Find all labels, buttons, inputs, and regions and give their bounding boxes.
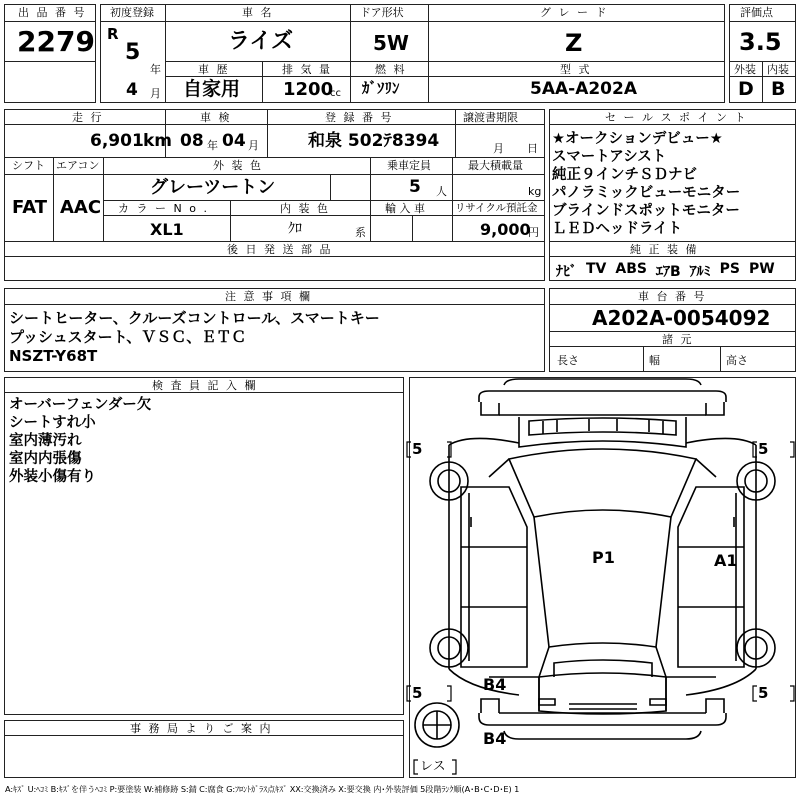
recycle-deposit: 9,000 — [480, 220, 531, 239]
notes-line: シートヒーター、クルーズコントロール、スマートキー — [9, 309, 380, 327]
car-name: ライズ — [228, 29, 294, 54]
inspector-line: 室内内張傷 — [9, 451, 82, 467]
reg-month: 4 — [126, 80, 138, 100]
sales-point-item: ★オークションデビュー★ — [552, 131, 723, 147]
tread-depth-rear-left: 5 — [412, 684, 423, 702]
air-con: AAC — [60, 197, 102, 218]
notes-list — [9, 309, 380, 366]
equipment-item: ｴｱB — [655, 264, 681, 280]
equipment-item: TV — [586, 261, 607, 277]
damage-mark-p1: P1 — [592, 548, 615, 567]
damage-mark-b4-bumper: B4 — [483, 729, 507, 748]
chassis-number: A202A-0054092 — [592, 306, 771, 330]
spare-tire-note: レス — [420, 759, 446, 774]
equipment-item: PW — [749, 261, 775, 277]
era: R — [107, 25, 119, 43]
model-code: 5AA-A202A — [530, 79, 637, 99]
exterior-color: グレーツートン — [150, 177, 276, 198]
damage-mark-a1: A1 — [714, 551, 738, 570]
seats: 5 — [409, 177, 421, 197]
inspector-line: オーバーフェンダー欠 — [9, 397, 152, 413]
lot-number: 2279 — [17, 25, 95, 58]
inspection-month: 04 — [222, 131, 246, 151]
int-grade: B — [771, 78, 786, 100]
equipment-item: ｱﾙﾐ — [689, 264, 711, 280]
car-outline — [409, 377, 796, 778]
door-type: 5W — [373, 31, 409, 55]
tread-depth-front-right: 5 — [758, 440, 769, 458]
inspector-line: シートすれ小 — [9, 415, 96, 431]
sales-point-item: ブラインドスポットモニター — [552, 203, 740, 219]
inspector-line: 外装小傷有り — [9, 469, 96, 485]
equipment-item: PS — [719, 261, 740, 277]
first-reg-label: 初度登録 — [110, 6, 154, 19]
damage-legend: A:ｷｽﾞ U:ﾍｺﾐ B:ｷｽﾞを伴うﾍｺﾐ P:要塗装 W:補修跡 S:錆 C:腐食 G:ﾌﾛﾝﾄｶﾞﾗｽ点ｷｽﾞ XX:交換済み X:要交換 内･外装評価 5段階ﾗﾝｸ順(A･B･C･D･E) 1 — [5, 784, 520, 794]
notes-line: プッシュスタート、ＶＳＣ、ＥＴＣ — [9, 328, 247, 346]
tread-depth-front-left: 5 — [412, 440, 423, 458]
displacement: 1200 — [283, 79, 334, 100]
sales-point-item: スマートアシスト — [552, 149, 667, 165]
equipment-item: ﾅﾋﾞ — [556, 264, 577, 280]
interior-color: ｸﾛ — [288, 221, 302, 237]
sales-point-item: パノラミックビューモニター — [552, 185, 741, 201]
sales-points-list — [552, 130, 792, 238]
lot-label: 出 品 番 号 — [18, 6, 87, 19]
reg-year: 5 — [125, 40, 141, 65]
sales-point-item: ＬＥＤヘッドライト — [552, 221, 683, 237]
inspector-notes — [9, 396, 151, 486]
color-number: XL1 — [150, 220, 184, 239]
equipment-list — [556, 261, 794, 281]
shift: FAT — [12, 197, 48, 218]
damage-mark-b4-rear: B4 — [483, 675, 507, 694]
notes-line: NSZT-Y68T — [9, 347, 98, 365]
sales-point-item: 純正９インチＳＤナビ — [552, 167, 697, 183]
car-history: 自家用 — [183, 78, 241, 100]
inspector-line: 室内薄汚れ — [9, 433, 82, 449]
equipment-item: ABS — [615, 261, 647, 277]
grade: Z — [565, 29, 583, 57]
score: 3.5 — [739, 28, 782, 56]
tread-depth-rear-right: 5 — [758, 684, 769, 702]
inspection-year: 08 — [180, 131, 204, 151]
fuel: ｶﾞｿﾘﾝ — [362, 79, 400, 97]
mileage: 6,901 — [90, 131, 144, 151]
ext-grade: D — [738, 78, 754, 100]
plate-number: 和泉 502ﾃ8394 — [308, 131, 440, 151]
